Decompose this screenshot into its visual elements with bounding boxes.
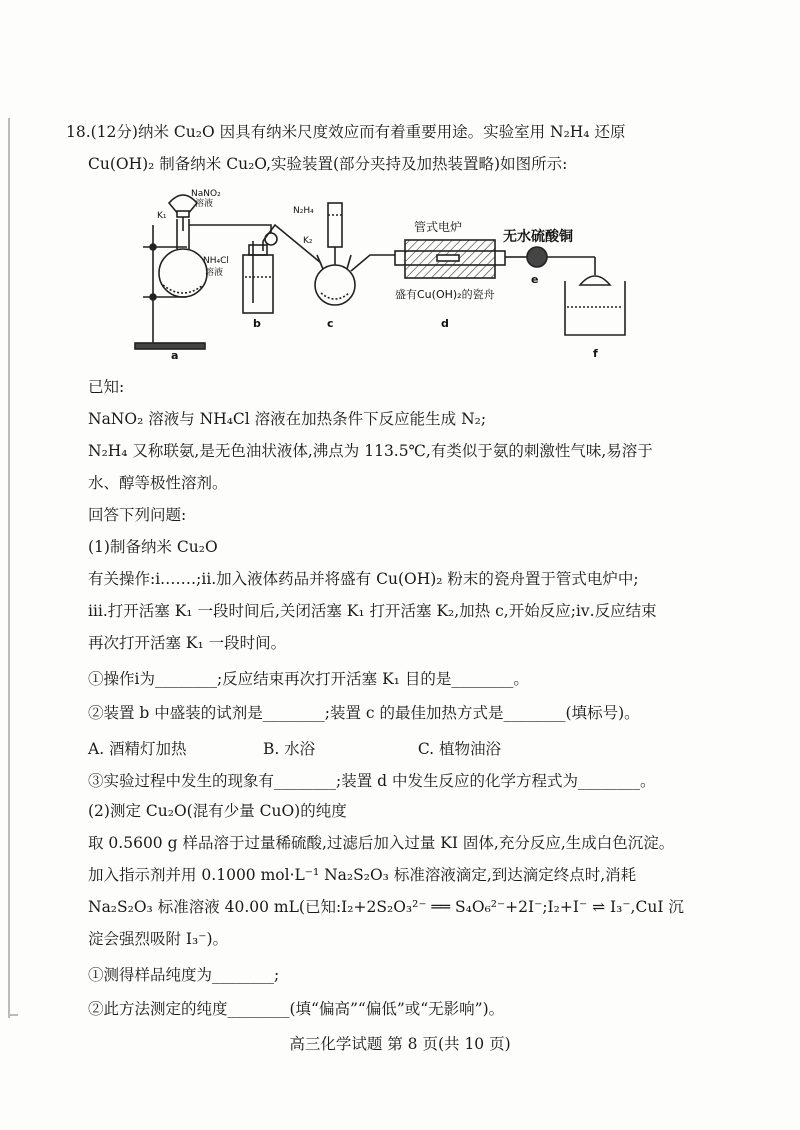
part2-title: (2)测定 Cu₂O(混有少量 CuO)的纯度	[88, 802, 347, 820]
part1-ops-line1: 有关操作:ⅰ.……;ⅱ.加入液体药品并将盛有 Cu(OH)₂ 粉末的瓷舟置于管式电炉中;	[88, 570, 639, 588]
part1-choices	[88, 737, 501, 759]
label-n2h4: N₂H₄	[293, 206, 314, 216]
part2-line4: 淀会强烈吸附 I₃⁻)。	[88, 930, 228, 948]
label-d: d	[441, 317, 449, 330]
label-nano2: NaNO₂	[191, 189, 221, 199]
part2-line1: 取 0.5600 g 样品溶于过量稀硫酸,过滤后加入过量 KI 固体,充分反应,生成白色沉淀。	[88, 834, 675, 852]
label-a: a	[171, 349, 179, 362]
part1-ops-line3: 再次打开活塞 K₁ 一段时间。	[88, 634, 287, 652]
part2-question-1: ①测得样品纯度为________;	[88, 966, 280, 984]
label-f: f	[593, 347, 598, 360]
question-intro-line2: Cu(OH)₂ 制备纳米 Cu₂O,实验装置(部分夹持及加热装置略)如图所示:	[88, 155, 568, 173]
tube-furnace-d	[395, 240, 505, 278]
drying-tube-e	[517, 247, 595, 267]
page-footer: 高三化学试题 第 8 页(共 10 页)	[289, 1035, 511, 1053]
label-nh4cl-solution: 溶液	[205, 268, 224, 278]
beaker-f	[565, 257, 625, 335]
label-c: c	[327, 317, 334, 330]
part2-question-2: ②此方法测定的纯度________(填“偏高”“偏低”或“无影响”)。	[88, 1000, 505, 1018]
question-intro-line1: 18.(12分)纳米 Cu₂O 因具有纳米尺度效应而有着重要用途。实验室用 N₂H₄ 还原	[66, 123, 626, 141]
answer-prompt: 回答下列问题:	[88, 506, 187, 524]
part1-ops-line2: ⅲ.打开活塞 K₁ 一段时间后,关闭活塞 K₁ 打开活塞 K₂,加热 c,开始反应;ⅳ.反应结束	[88, 602, 657, 620]
label-b: b	[253, 317, 261, 330]
label-nano2-solution: 溶液	[195, 199, 214, 209]
known-fact-2-line2: 水、醇等极性溶剂。	[88, 474, 228, 492]
label-anhydrous-cuso4: 无水硫酸铜	[503, 229, 573, 245]
known-title: 已知:	[88, 378, 125, 396]
label-e: e	[531, 273, 539, 286]
label-k2: K₂	[303, 236, 313, 246]
known-fact-1: NaNO₂ 溶液与 NH₄Cl 溶液在加热条件下反应能生成 N₂;	[88, 410, 487, 428]
part1-question-3: ③实验过程中发生的现象有________;装置 d 中发生反应的化学方程式为________。	[88, 772, 656, 790]
known-fact-2-line1: N₂H₄ 又称联氨,是无色油状液体,沸点为 113.5℃,有类似于氨的刺激性气味,易溶于	[88, 442, 653, 460]
choice-b: B. 水浴	[262, 740, 316, 758]
part1-question-2: ②装置 b 中盛装的试剂是________;装置 c 的最佳加热方式是________(填标号)。	[88, 704, 640, 722]
part1-question-1: ①操作ⅰ为________;反应结束再次打开活塞 K₁ 目的是________。	[88, 670, 529, 688]
left-margin-rule	[8, 118, 10, 1018]
label-furnace: 管式电炉	[414, 220, 463, 234]
flask-c	[315, 203, 355, 305]
apparatus-diagram	[125, 185, 640, 365]
choice-a: A. 酒精灯加热	[88, 740, 187, 758]
margin-mark	[8, 1014, 18, 1016]
label-k1: K₁	[157, 211, 167, 221]
part1-title: (1)制备纳米 Cu₂O	[88, 538, 218, 556]
label-nh4cl: NH₄Cl	[203, 256, 229, 266]
label-porcelain-boat: 盛有Cu(OH)₂的瓷舟	[395, 288, 495, 301]
iron-stand	[135, 225, 205, 349]
part2-line3: Na₂S₂O₃ 标准溶液 40.00 mL(已知:I₂+2S₂O₃²⁻ ══ S₄O₆²⁻+2I⁻;I₂+I⁻ ⇌ I₃⁻,CuI 沉	[88, 898, 684, 916]
wash-bottle-b	[243, 241, 273, 313]
choice-c: C. 植物油浴	[417, 740, 502, 758]
part2-line2: 加入指示剂并用 0.1000 mol·L⁻¹ Na₂S₂O₃ 标准溶液滴定,到达滴定终点时,消耗	[88, 866, 637, 884]
